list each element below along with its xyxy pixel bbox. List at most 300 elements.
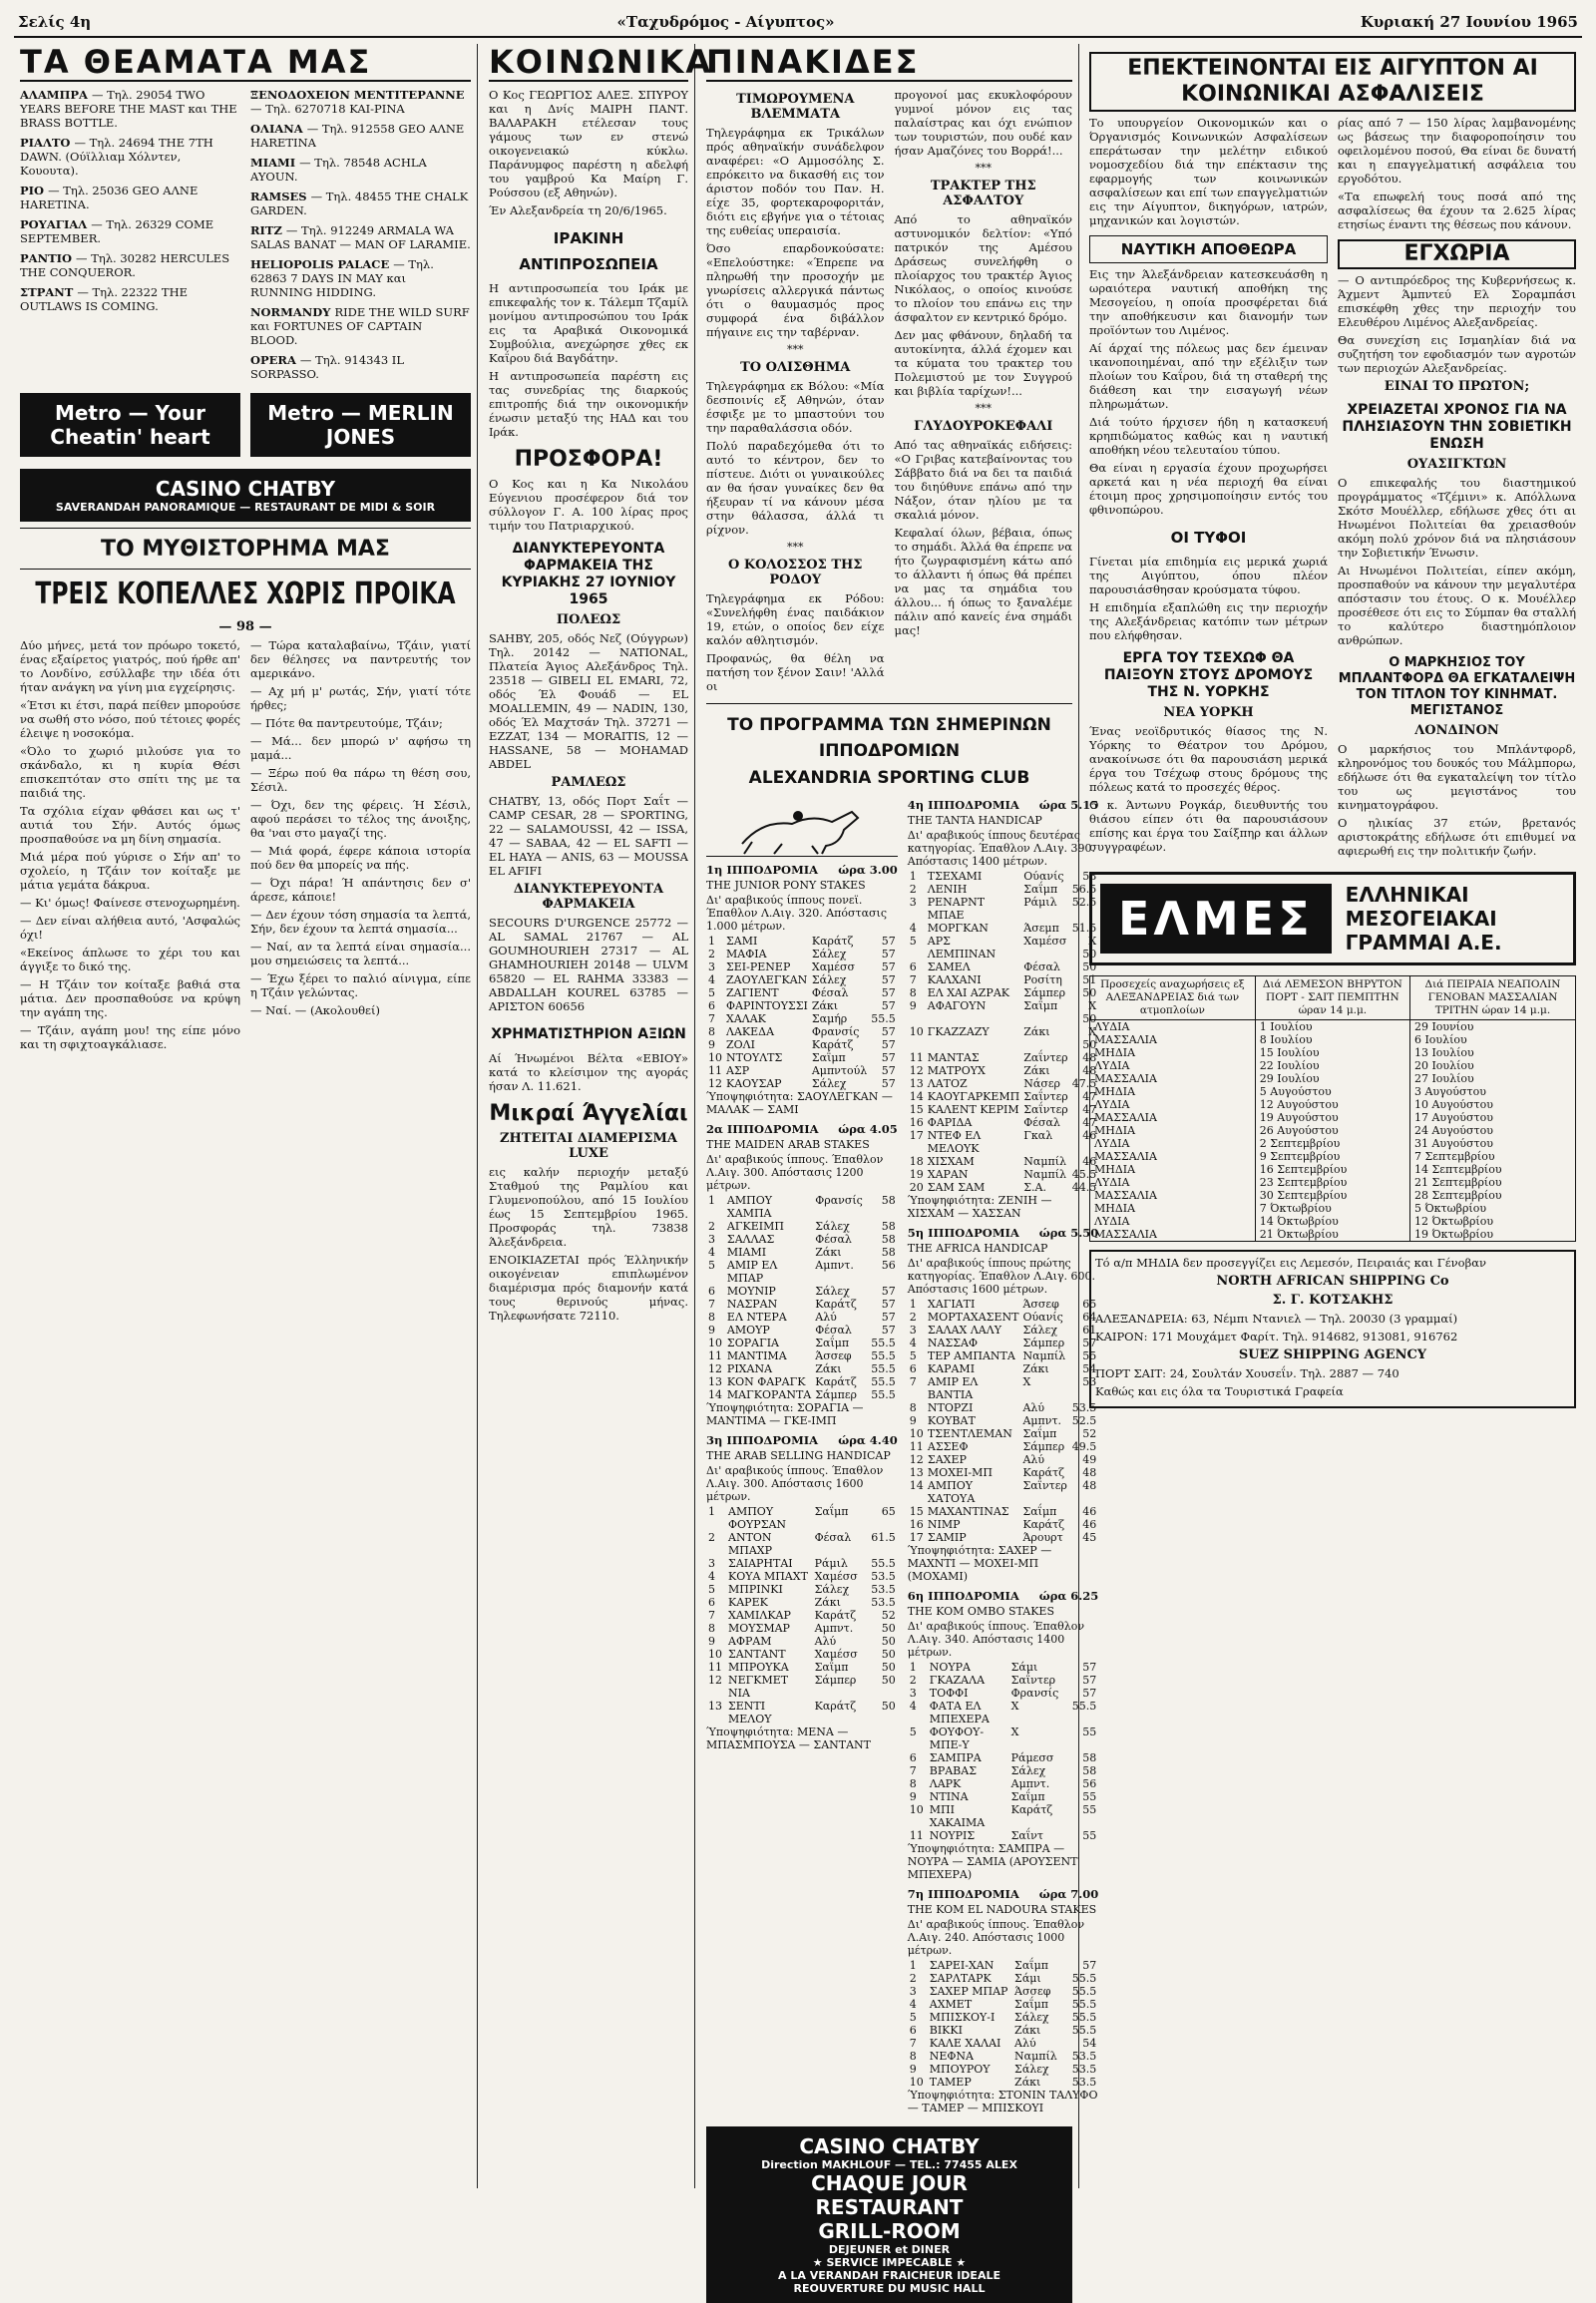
jockey-name: Σαΐμπ [811,1051,846,1064]
race-entry-row [908,1427,1099,1440]
cinema-listing [20,88,240,130]
weight: 53.5 [871,1596,896,1609]
horse-name: ΑΜΙΡ ΕΛ ΒΑΝΤΙΑ [927,1375,979,1401]
entry-number: 13 [708,1700,722,1713]
entry-number: 8 [708,1622,715,1635]
horse-name: ΜΟΥΣΜΑΡ [728,1622,790,1635]
space-title: ΕΙΝΑΙ ΤΟ ΠΡΩΤΟΝ; [1384,379,1530,394]
horse-name: ΣΑΙΑΡΗΤΑΙ [728,1557,793,1570]
race-name: THE TANTA HANDICAP [907,814,1042,827]
weight: 55.5 [1071,1985,1097,1998]
weight: 47.5 [1071,1077,1097,1090]
race-entry-row [908,1453,1099,1466]
entry-number: 14 [909,1090,924,1103]
weight: 47 [1082,1090,1097,1103]
entry-number: 10 [909,1803,924,1816]
ship-name: ΜΑΣΣΑΛΙΑ [1090,1072,1256,1085]
jockey-name: Αλύ [814,1635,837,1648]
shows-list-left [20,88,240,387]
race-entry-row [706,1259,898,1285]
race-entry-row [908,1401,1099,1414]
entry-number: 3 [909,1985,917,1998]
race-conditions: Δι' αραβικούς ίππους δευτέρας κατηγορίας. Έπαθλον Λ.Αιγ. 390. Απόστασις 1400 μέτρων. [907,829,1096,868]
ship-name: ΜΗΔΙΑ [1090,1046,1256,1059]
horse-name: ΚΑΡΕΚ [728,1596,768,1609]
jockey-name: Καράτζ [815,1298,857,1311]
race-entry-row [908,1985,1099,1998]
horse-name: ΣΑΡΛΤΑΡΚ [929,1972,992,1985]
ship-header-3: Διά ΠΕΙΡΑΙΑ ΝΕΑΠΟΛΙΝ ΓΕΝΟΒΑΝ ΜΑΣΣΑΛΙΑΝ ΤΡΙΤΗΝ ώραν 14 μ.μ. [1409,976,1575,1020]
entry-number: 10 [909,1427,924,1440]
race-entries-table [706,1505,898,1726]
jockey-name: Ράμιλ [814,1557,848,1570]
iraqi-rep-text: Η αντιπροσωπεία του Ιράκ με επικεφαλής τον κ. Τάλεμπ Τζαμίλ μονίμου αντιπροσώπου του Ιράκ εις τα Αραβικά Οικονομικά Συμβούλια, ανεχώρησε χθες εκ Καΐρου διά Βαγδάτην. [489,281,688,365]
race-conditions: Δι' αραβικούς ίππους. Έπαθλον Λ.Αιγ. 300. Απόστασις 1600 μέτρων. [706,1464,884,1503]
race-entry-row [706,1388,898,1401]
novel-headline: ΤΡΕΙΣ ΚΟΠΕΛΛΕΣ ΧΩΡΙΣ ΠΡΟΙΚΑ [35,576,456,612]
horse-name: ΝΑΣΣΑΦ [927,1337,979,1349]
cinema-listing [20,136,240,178]
weight: 51.5 [1071,922,1097,935]
entry-number: 11 [708,1661,722,1674]
race-entry-row [908,1298,1099,1311]
ship-date: 20 Ιουλίου [1409,1059,1575,1072]
entry-number: 2 [708,1220,715,1233]
horse-name: ΤΕΡ ΑΜΠΑΝΤΑ [927,1349,1015,1362]
horse-name: ΜΑΧΑΝΤΙΝΑΣ [927,1505,1009,1518]
weight: 65 [881,1505,896,1518]
entry-number: 6 [909,1362,917,1375]
novel-paragraph: — Κι' όμως! Φαίνεσε στενοχωρημένη. [20,896,240,910]
cinema-info: — Τηλ. 24694 THE 7TH DAWN. (Ούϊλλιαμ Χόλντεν, Κουουτα). [20,136,213,178]
horse-name: ΑΜΠΟΥ ΧΑΜΠΑ [726,1194,773,1220]
race-entry-row [706,1635,898,1648]
jockey-name: Σαΐμπ [1022,1427,1057,1440]
race-entry-row [706,1337,898,1349]
marine-text-4: Θα είναι η εργασία έχουν προχωρήσει αρκετά και η νέα περιοχή θα είναι έτοιμη προς χρησιμοποίησιν εντός του φθινοπώρου. [1089,461,1328,517]
jockey-name: Σαΐμπ [1023,999,1058,1012]
entry-number: 12 [708,1077,722,1090]
jockey-name: Αμπντ. [815,1259,854,1272]
horse-name: ΣΑΛΛΑΣ [726,1233,775,1246]
novel-paragraph: Δύο μήνες, μετά τον πρόωρο τοκετό, ένας εξαίρετος γιατρός, πού ήρθε απ' το Λονδίνο, εσύλλαβε την ιδέα ότι ήταν ανάγκη να γίνη μια εγχείρησις. [20,638,240,694]
horse-name: ΣΑΜ ΣΑΜ [927,1181,986,1194]
metro-ad-1: Metro — Your Cheatin' heart [20,393,240,457]
jockey-name: Σαΐμπ [814,1661,849,1674]
entry-number: 1 [708,935,715,948]
jockey-name: Ζάκι [1023,1064,1050,1077]
race-entry-row [908,1726,1099,1751]
races-right [908,792,1099,2116]
ship-date: 23 Σεπτεμβρίου [1255,1176,1409,1189]
note-5-text-2: Δεν μας φθάνουν, δηλαδή τα αυτοκίνητα, άλλά έχομεν και τα κύματα του τρακτερ του Πολεμιστού με τον Συγγρού και βιβλία ταρίχων!... [894,328,1072,398]
race-conditions: Δι' αραβικούς ίππους πονεϊ. Έπαθλον Λ.Αιγ. 320. Απόστασις 1.000 μέτρων. [706,894,888,933]
race-entry-row [908,1440,1099,1453]
ship-name: ΛΥΔΙΑ [1090,1020,1256,1034]
chora-text: — Ο αντιπρόεδρος της Κυβερνήσεως κ. Άχμεντ Άμπντεύ Ελ Σοραμπάσι επισκέφθη χθες την περιοχήν του Ελευθέρου Λιμένος Αλεξανδρείας. [1338,273,1576,329]
race-time: ώρα 5.50 [1038,1226,1099,1240]
elmes-side-text [1346,883,1502,955]
race-entry-row [908,1077,1099,1090]
horse-name: ΣΕΙ-ΡΕΝΕΡ [726,960,791,973]
weight: 55.5 [871,1557,896,1570]
space-text: Ο επικεφαλής του διαστημικού προγράμματος «Τζέμινι» κ. Απόλλωνα Σκότσ Μουέλλερ, εδήλωσε χθες ότι αι Ηνωμένοι Πολιτείαι θα χρειασθούν ακόμη πολύ χρόνον διά να πλησιάσουν την Σοβιετικήν Ένωσιν. [1338,476,1576,560]
race-entry-row [908,1998,1099,2011]
cinema-info: — Τηλ. 914343 IL SORPASSO. [250,353,404,381]
race-entries-table [908,1661,1099,1842]
space-place: ΟΥΑΣΙΓΚΤΩΝ [1406,457,1507,472]
entry-number: 4 [909,922,917,935]
ship-name: ΜΑΣΣΑΛΙΑ [1090,1150,1256,1163]
entry-number: 2 [708,1531,715,1544]
jockey-name: Σαΐμπ [1014,1998,1048,2011]
entry-number: 10 [909,1025,924,1038]
entry-number: 4 [909,1700,917,1713]
weight: 58 [881,1220,896,1233]
race-entry-row [908,1687,1099,1700]
weight: 64 [1082,1311,1097,1324]
ship-row [1090,1189,1576,1202]
marine-text-2: Αί άρχαί της πόλεως μας δεν έμειναν ικανοποιημέναι, από την εξέλιξιν των πλοίων του Καΐρου, διά τη σταθερή της διάθεση και την εισαγωγή νέων πληρωμάτων. [1089,341,1328,411]
weight: X 50 [1082,1025,1097,1051]
entry-number: 1 [909,1959,917,1972]
weight: 57 [881,986,896,999]
entry-number: 10 [708,1337,722,1349]
shipping-agents [1089,1250,1576,1408]
ship-date: 21 Όκτωβρίου [1255,1228,1409,1242]
horse-name: ΣΑΜΙΡ [927,1531,967,1544]
weight: 55 [1082,1726,1097,1738]
weight: 44.5 [1071,1181,1097,1194]
horse-name: ΒΡΑΒΑΣ [929,1764,977,1777]
race-entry-row [706,1583,898,1596]
horse-name: ΧΙΣΧΑΜ [927,1155,975,1168]
horse-name: ΣΕΝΤΙ ΜΕΛΟΥ [728,1700,772,1726]
horse-name: ΛΕΝΙΗ [927,883,968,896]
jockey-name: Ράμεσσ [1010,1751,1054,1764]
ship-address-1: ΑΛΕΞΑΝΔΡΕΙΑ: 63, Νέμπι Ντανιελ — Τηλ. 20030 (3 γραμμαί) [1095,1312,1458,1326]
ship-row [1090,1046,1576,1059]
ship-row [1090,1085,1576,1098]
race-entry-row [706,1674,898,1700]
race-reserves: Ύποψηφιότητα: ΖΕΝΙΗ — ΧΙΣΧΑΜ — ΧΑΣΣΑΝ [907,1194,1052,1220]
jockey-name: Καράτζ [1022,1518,1065,1531]
horse-name: ΚΑΛΕ ΧΑΛΑΙ [929,2037,1001,2050]
cinema-info: — Τηλ. 62863 7 DAYS IN MAY και RUNNING HIDDING. [250,257,434,299]
weight: 50 [881,1700,896,1713]
ship-date: 15 Ιουλίου [1255,1046,1409,1059]
novel-paragraph: «Εκείνος άπλωσε το χέρι του και άγγιξε το δικό της. [20,946,240,973]
weight: 65 [1082,1298,1097,1311]
night-pharmacies-heading: ΔΙΑΝΥΚΤΕΡΕΥΟΝΤΑ ΦΑΡΜΑΚΕΙΑ [513,882,664,912]
entry-number: 1 [909,1661,917,1674]
race-entry-row [706,1298,898,1311]
horse-name: ΣΑΜΠΡΑ [929,1751,982,1764]
insurance-text-right-2: «Τα επωφελή τους ποσά από της ασφαλίσεως θα έχουν τα 2.625 λίρας ετησίως έναντι της θέσεως που κάνουν. [1338,190,1576,231]
note-5-text: Από το αθηναϊκόν αστυνομικόν δελτίον: «Υπό πατρικόν της Αμέσου Δράσεως συνελήφθη ο πλοίαρχος του τρακτέρ Άγιος Νικόλαος, ο οποίος κινούσε το πλοίον του επάνω εις την άσφαλτον εν κεντρικό δρόμο. [894,212,1072,324]
races-title: ΤΟ ΠΡΟΓΡΑΜΜΑ ΤΩΝ ΣΗΜΕΡΙΝΩΝ ΙΠΠΟΔΡΟΜΙΩΝ [727,715,1051,761]
novel-paragraph: — Μιά φορά, έφερε κάποια ιστορία πού δεν θα μπορείς να πής. [250,844,471,872]
entry-number: 16 [909,1518,924,1531]
jockey-name: Σάμπερ [814,1674,857,1687]
horse-name: ΝΤΙΝΑ [929,1790,969,1803]
jockey-name: Ζάκι [811,999,839,1012]
weight: 46 [1082,1129,1097,1142]
entry-number: 5 [708,1583,715,1596]
entry-number: 17 [909,1531,924,1544]
weight: 53.5 [1071,2050,1097,2063]
cinema-name: HELIOPOLIS PALACE [250,257,394,271]
race-number: 6η ΙΠΠΟΔΡΟΜΙΑ [907,1589,1019,1603]
entry-number: 9 [909,2063,917,2076]
horse-name: ΝΤΟΡΖΙ [927,1401,974,1414]
horse-name: ΜΙΑΜΙ [726,1246,767,1259]
weight: 50 [881,1648,896,1661]
blandford-title: Ο ΜΑΡΚΗΣΙΟΣ ΤΟΥ ΜΠΛΑΝΤΦΟΡΔ ΘΑ ΕΓΚΑΤΑΛΕΙΨΗ ΤΟΝ ΤΙΤΛΟΝ ΤΟΥ ΚΙΝΗΜΑΤ. ΜΕΓΙΣΤΑΝΟΣ [1338,655,1576,718]
cinema-listing [250,88,471,116]
entry-number: 6 [909,1751,917,1764]
horse-name: ΑΦΡΑΜ [728,1635,772,1648]
jockey-name: Σάμι [1014,1972,1041,1985]
race-entry-row [908,1505,1099,1518]
novel-episode: — 98 — [218,619,272,634]
space-subtitle: ΧΡΕΙΑΖΕΤΑΙ ΧΡΟΝΟΣ ΓΙΑ ΝΑ ΠΛΗΣΙΑΣΟΥΝ ΤΗΝ ΣΟΒΙΕΤΙΚΗ ΕΝΩΣΗ [1342,402,1572,452]
race-entry-row [706,1700,898,1726]
entry-number: 8 [708,1025,715,1038]
weight: 57 [881,960,896,973]
weight: 57 [1082,1337,1097,1349]
race-entry-row [706,948,898,960]
social-title: ΚΟΙΝΩΝΙΚΑ [489,43,713,81]
entry-number: 8 [909,986,917,999]
ship-agent-2: Σ. Γ. ΚΟΤΣΑΚΗΣ [1272,1293,1394,1308]
ship-address-2: ΚΑΙΡΟΝ: 171 Μουχάμετ Φαρίτ. Τηλ. 914682, 913081, 916762 [1095,1330,1458,1343]
entry-number: 7 [708,1298,715,1311]
ship-row [1090,1020,1576,1034]
entry-number: 6 [909,960,917,973]
race-time: ώρα 6.25 [1038,1589,1099,1603]
ship-date: 3 Αυγούστου [1409,1085,1575,1098]
iraqi-rep-title: ΙΡΑΚΙΝΗ ΑΝΤΙΠΡΟΣΩΠΕΙΑ [519,229,658,273]
jockey-name: Χ [1010,1726,1019,1738]
ship-date: 12 Όκτωβρίου [1409,1215,1575,1228]
horse-name: ΦΑΡΙΔΑ [927,1116,973,1129]
entry-number: 9 [909,1790,917,1803]
jockey-name: Άσσεφ [815,1349,852,1362]
horse-name: ΜΟΡΓΚΑΝ [927,922,989,935]
race-reserves: Ύποψηφιότητα: ΣΑΜΠΡΑ — ΝΟΥΡΑ — ΣΑΜΙΑ (ΑΡΟΥΣΕΝΤ ΜΠΕΧΕΡΑ) [907,1842,1078,1881]
weight: 57 [881,1285,896,1298]
weight: 52 [881,1609,896,1622]
weight: 61 [1082,1324,1097,1337]
jockey-name: Καράτζ [814,1609,857,1622]
jockey-name: Άσσεφ [1022,1298,1059,1311]
horse-name: ΣΑΡΕΙ-ΧΑΝ [929,1959,995,1972]
race-entry-row [908,883,1099,896]
race-entry-row [706,1220,898,1233]
ship-row [1090,1098,1576,1111]
horse-name: ΕΛ ΧΑΙ ΑΖΡΑΚ [927,986,1009,999]
cinema-listing [20,251,240,279]
race-heading [706,1433,898,1447]
race-time: ώρα 4.05 [838,1122,898,1136]
jockey-name: Ζάκι [1014,2024,1041,2037]
horse-name: ΑΣΡ [726,1064,750,1077]
race-time: ώρα 4.40 [838,1433,898,1447]
entry-number: 9 [708,1635,715,1648]
horse-name: ΝΤΕΦ ΕΛ ΜΕΛΟΥΚ [927,1129,982,1155]
typhoid-text-2: Η επιδημία εξαπλώθη εις την περιοχήν της Αλεξάνδρειας κατόπιν των μέτρων που ελήφθησαν. [1089,600,1328,642]
horse-name: ΝΟΥΡΑ [929,1661,971,1674]
weight: 46 [1082,1505,1097,1518]
ship-row [1090,1202,1576,1215]
pharmacies-ramleh-list: CHATBY, 13, οδός Πορτ Σαΐτ — CAMP CESAR, 28 — SPORTING, 22 — SALAMOUSSI, 42 — ISSA, 47 — SABAA, 42 — EL SAFTI — EL HAYA — ANIS, 63 — MOUSSA EL AFIFI [489,794,688,878]
race-entry-row [706,1661,898,1674]
ship-date: 7 Σεπτεμβρίου [1409,1150,1575,1163]
insurance-text-right: ρίας από 7 — 150 λίρας λαμβανομένης ως βάσεως την διαφοροποίησιν του οφειλομένου ποσού, Θα είναι δε δυνατή και η επαγγελματική ασφάλεια του εργοδότου. [1338,116,1576,186]
weight: 48 [1082,1064,1097,1077]
entry-number: 4 [909,1337,917,1349]
jockey-name: Καράτζ [815,1375,857,1388]
horse-name: ΚΑΟΥΣΑΡ [726,1077,782,1090]
race-entry-row [706,973,898,986]
ship-date: 29 Ιουνίου [1409,1020,1575,1034]
race-entry-row [706,1025,898,1038]
ship-name: ΛΥΔΙΑ [1090,1059,1256,1072]
horse-name: ΑΜΠΟΥ ΦΟΥΡΣΑΝ [728,1505,787,1531]
jockey-name: Ούανίς [1022,1311,1063,1324]
jockey-name: Αμπντ. [1022,1414,1062,1427]
stock-text: Αί Ήνωμένοι Βέλτα «ΕΒΙΟΥ» κατά το κλείσιμον της αγοράς ήσαν Λ. 11.621. [489,1051,688,1093]
horse-name: ΑΧΜΕΤ [929,1998,973,2011]
entry-number: 2 [909,1674,917,1687]
race-name: THE KOM EL NADOURA STAKES [907,1903,1097,1916]
classified-text: εις καλήν περιοχήν μεταξύ Σταθμού της Ραμλίου και Γλυμενοπούλου, από 15 Ιουλίου έως 15 Σεπτεμβρίου 1965. Προσφοράς τηλ. 73838 Άλεξάνδρεια. [489,1165,688,1249]
weight: 50 [881,1661,896,1674]
race-entry-row [908,2024,1099,2037]
ship-date: 19 Όκτωβρίου [1409,1228,1575,1242]
page-number: Σελίς 4η [18,13,92,31]
weight: 57 [1082,1674,1097,1687]
entry-number: 11 [909,1440,924,1453]
race-entry-row [908,1700,1099,1726]
jockey-name: Φέσαλ [815,1324,852,1337]
jockey-name: Σάμι [1010,1661,1038,1674]
entry-number: 10 [708,1051,722,1064]
race-entry-row [706,1362,898,1375]
novel-paragraph: — Έχω ξέρει το παλιό αίνιγμα, είπε η Τζάιν γελώντας. [250,971,471,999]
horse-name: ΚΟΥΒΑΤ [927,1414,976,1427]
jockey-name: Σαΐμπ [814,1505,849,1518]
jockey-name: Ναμπίλ [1014,2050,1057,2063]
race-reserves: Ύποψηφιότητα: ΜΕΝΑ — ΜΠΑΣΜΠΟΥΣΑ — ΣΑΝΤΑΝΤ [706,1726,872,1751]
horse-name: ΚΑΡΑΜΙ [927,1362,976,1375]
race-name: THE MAIDEN ARAB STAKES [706,1138,870,1151]
race-entry-row [706,1375,898,1388]
race-entry-row [908,1466,1099,1479]
race-number: 4η ΙΠΠΟΔΡΟΜΙΑ [907,798,1019,812]
race-conditions: Δι' αραβικούς ίππους. Έπαθλον Λ.Αιγ. 300. Απόστασις 1200 μέτρων. [706,1153,884,1192]
entry-number: 2 [909,883,917,896]
weight: 58 [1082,1764,1097,1777]
cinema-listing [250,223,471,251]
horse-name: ΣΑΜΙ [726,935,758,948]
metro-ad-2: Metro — MERLIN JONES [250,393,471,457]
elmes-side-line: ΜΕΣΟΓΕΙΑΚΑΙ [1345,907,1497,931]
race-heading [706,863,898,877]
horse-name: ΧΑΛΑΚ [726,1012,766,1025]
horse-name: ΒΙΚΚΙ [929,2024,963,2037]
horse-name: ΦΑΤΑ ΕΛ ΜΠΕΧΕΡΑ [929,1700,990,1726]
novel-paragraph: — Αχ μή μ' ρωτάς, Σήν, γιατί τότε ήρθες; [250,684,471,712]
ship-date: 22 Ιουλίου [1255,1059,1409,1072]
race-name: THE AFRICA HANDICAP [907,1242,1048,1255]
ship-date: 5 Αυγούστου [1255,1085,1409,1098]
ship-date: 1 Ιουλίου [1255,1020,1409,1034]
jockey-name: Σάλεχ [815,1285,850,1298]
novel-paragraph: — Όχι πάρα! Ή απάντησις δεν σ' άρεσε, κάποιε! [250,876,471,904]
race-entry-row [908,922,1099,935]
jockey-name: Νάσερ [1023,1077,1061,1090]
race-entry-row [908,1337,1099,1349]
horse-name: ΚΑΛΕΝΤ ΚΕΡΙΜ [927,1103,1019,1116]
entry-number: 10 [708,1648,722,1661]
column-news-shipping [1083,44,1582,2188]
weight: 55.5 [871,1388,896,1401]
jockey-name: Σάμπερ [1023,986,1066,999]
ship-date: 31 Αυγούστου [1409,1137,1575,1150]
novel-paragraph: Τα σχόλια είχαν φθάσει και ως τ' αυτιά του Σήν. Αυτός όμως προσπαθούσε να μη δίνη σημασία. [20,804,240,846]
pharmacies-title: ΔΙΑΝΥΚΤΕΡΕΥΟΝΤΑ ΦΑΡΜΑΚΕΙΑ ΤΗΣ ΚΥΡΙΑΚΗΣ 27 ΙΟΥΝΙΟΥ 1965 [501,541,676,607]
note-5-title: ΤΡΑΚΤΕΡ ΤΗΣ ΑΣΦΑΛΤΟΥ [930,179,1036,208]
wedding-notice: Ο Κος ΓΕΩΡΓΙΟΣ ΑΛΕΞ. ΣΠΥΡΟΥ και η Δνίς ΜΑΙΡΗ ΠΑΝΤ. ΒΑΛΑΡΑΚΗ ετέλεσαν τους γάμους των εν στενώ οικογενειακώ κύκλω. Παράνυμφος παρέστη η αδελφή του γαμβρού Κα Μαίρη Γ. Ρούσσου (εξ Αθηνών). [489,88,688,199]
weight: 55 [1082,1829,1097,1842]
entry-number: 11 [708,1349,722,1362]
jockey-name: Καράτζ [811,935,854,948]
race-entry-row [706,1609,898,1622]
horse-name: ΑΣΣΕΦ [927,1440,969,1453]
race-entry-row [908,1661,1099,1674]
weight: 55.5 [1071,1972,1097,1985]
cinema-name: ΡΑΝΤΙΟ [20,251,77,265]
weight: 57 [881,1025,896,1038]
race-entry-row [908,1674,1099,1687]
entry-number: 7 [708,1012,715,1025]
cinema-name: ΑΛΑΜΠΡΑ [20,88,92,102]
horse-name: ΑΜΟΥΡ [726,1324,770,1337]
horse-name: ΜΠΙΣΚΟΥ-Ι [929,2011,996,2024]
cinema-listing [20,285,240,313]
weight: 58 [881,1246,896,1259]
entry-number: 9 [708,1324,715,1337]
race-entry-row [706,986,898,999]
weight: 55.5 [1071,1998,1097,2011]
jockey-name: Σαΐντερ [1010,1674,1056,1687]
notes-left: ΤΙΜΩΡΟΥΜΕΝΑ ΒΛΕΜΜΑΤΑ Τηλεγράφημα εκ Τρικάλων πρός αθηναϊκήν συνάδελφον αναφέρει: «Ο Αμμοσόλης Σ. επρόκειτο να δικασθή εις τον άριστον ποδόν του Παν. Η. είχε 35, φορτεκαροφοριτάν, διότι εις εβγήνε για ο τέτοιας της ευθείας υπεραισία. Όσο επαρδονκούσατε: «Επελούστηκε: «Έπρεπε να πληρωθή την προσοχήν με γνωρίσεις αλλεργικά πάντως ότι ο θαυμασμός προς συμφορά ένα διβάλλον πήγαινε εις την ταβέρναν. *** ΤΟ ΟΛΙΣΘΗΜΑ Τηλεγράφημα εκ Βόλου: «Μία δεσποινίς εξ Αθηνών, όταν έσφιξε με το μπαστούνι του την παραθαλάσσια οδόν. Πολύ παραδεχόμεθα ότι το αυτό το κέντρον, δεν το πίστευε. Διότι οι γυναικούλες αν θα ήσαν γυναίκες δεν θα ήξευραν τί να κάνουν μέσα στην θάλασσα, άλλά τι ρίχνον. *** Ο ΚΟΛΟΣΣΟΣ ΤΗΣ ΡΟΔΟΥ Τηλεγράφημα εκ Ρόδου: «Συνελήφθη ένας παιδάκιον 19, ετών, ο οποίος δεν είχε καλόν αθλητισμόν. Προφανώς, θα θέλη να πατήση τον ξένον Σαιν! 'Αλλά οι [706,92,885,693]
weight: 55.5 [1071,1700,1097,1713]
weight: 57 [881,1064,896,1077]
novel-paragraph: — Πότε θα παντρευτούμε, Τζάιν; [250,716,443,730]
horse-name: ΕΛ ΝΤΕΡΑ [726,1311,787,1324]
race-entry-row [706,1505,898,1531]
jockey-name: Σάλεχ [811,1077,847,1090]
jockey-name: Φρανσίς [1010,1687,1059,1700]
chekhov-place: ΝΕΑ ΥΟΡΚΗ [1163,705,1254,720]
jockey-name: Αλύ [1014,2037,1036,2050]
typhoid-title: ΟΙ ΤΥΦΟΙ [1170,529,1247,547]
note-3-text: Τηλεγράφημα εκ Ρόδου: «Συνελήφθη ένας παιδάκιον 19, ετών, ο οποίος δεν είχε καλόν αθλητισμόν. [706,591,885,647]
race-entry-row [908,1064,1099,1077]
